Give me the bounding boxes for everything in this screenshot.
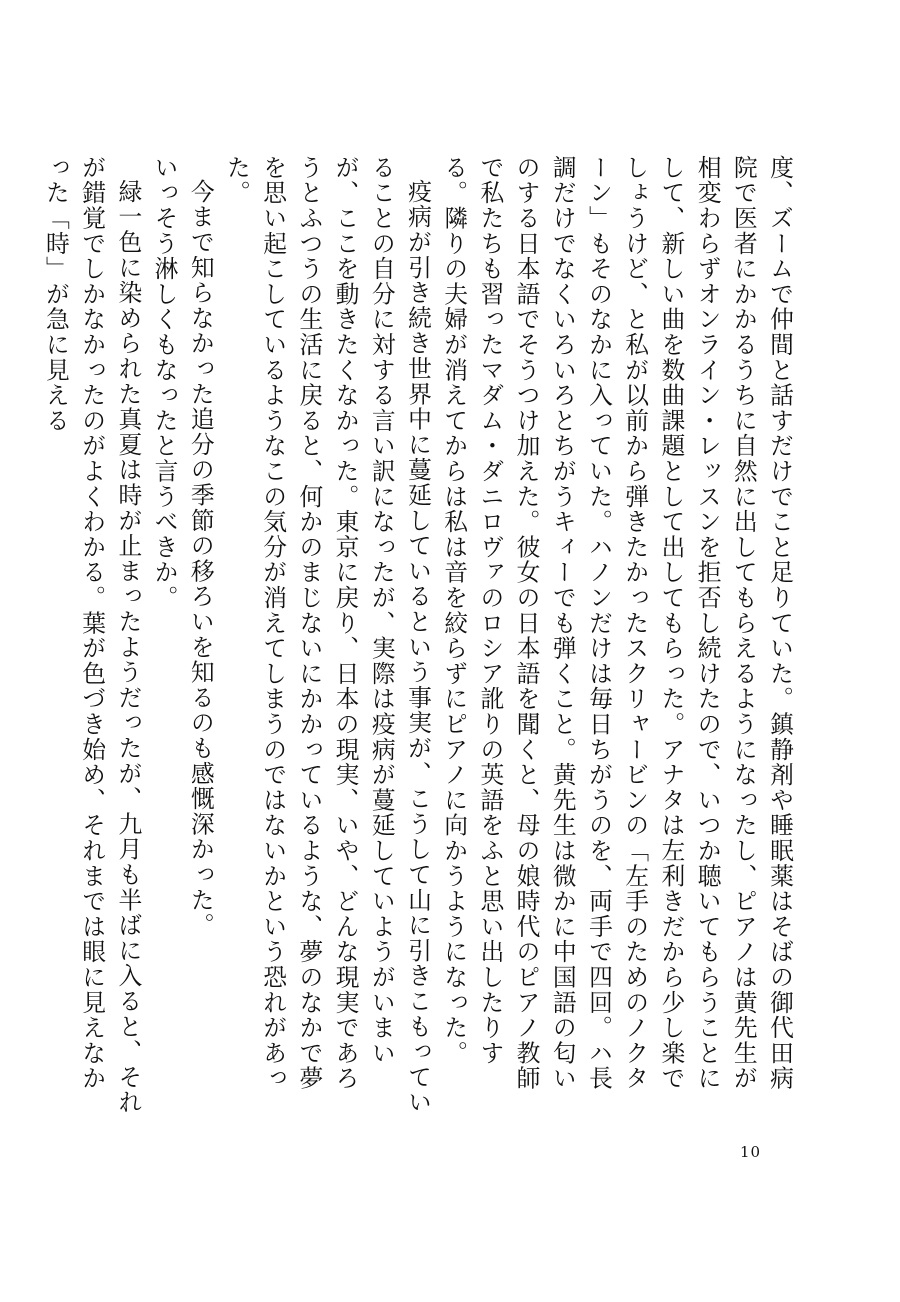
- paragraph-5: 緑一色に染められた真夏は時が止まったようだったが、九月も半ばに入ると、それが錯覚でしかなかったのがよくわかる。葉が色づき始め、それまでは眼に見えなかった「時」が急に見える: [41, 155, 143, 1115]
- paragraph-4: いっそう淋しくもなったと言うべきか。: [150, 155, 179, 611]
- paragraph-1: 度、ズームで仲間と話すだけでこと足りていた。鎮静剤や睡眠薬はそばの御代田病院で医者にかかるうちに自然に出してもらえるようになったし、ピアノは黄先生が相変わらずオンライン・レッスンを拒否し続けたので、いつか聴いてもらうことにして、新しい曲を数曲課題として出してもらった。アナタは左利きだから少し楽でしょうけど、と私が以前から弾きたかったスクリャービンの「左手のためのノクターン」もそのなかに入っていた。ハノンだけは毎日ちがうのを、両手で四回。ハ長調だけでなくいろいろとちがうキィーでも弾くこと。黄先生は微かに中国語の匂いのする日本語でそうつけ加えた。彼女の日本語を聞くと、母の娘時代のピアノ教師で私たちも習ったマダム・ダニロヴァのロシア訛りの英語をふと思い出したりする。隣りの夫婦が消えてからは私は音を絞らずにピアノに向かうようになった。: [440, 155, 794, 1092]
- paragraph-3: 今まで知らなかった追分の季節の移ろいを知るのも感慨深かった。: [186, 178, 215, 938]
- body-text: [41, 155, 798, 1115]
- page-number: 10: [740, 1143, 762, 1161]
- paragraph-2: 疫病が引き続き世界中に蔓延しているという事実が、こうして山に引きこもっていることの自分に対する言い訳になったが、実際は疫病が蔓延していようがいまいが、ここを動きたくなかった。東京に戻り、日本の現実、いや、どんな現実であろうとふつうの生活に戻ると、何かのまじないにかかっているような、夢のなかで夢を思い起こしているようなこの気分が消えてしまうのではないかという恐れがあった。: [222, 155, 432, 1115]
